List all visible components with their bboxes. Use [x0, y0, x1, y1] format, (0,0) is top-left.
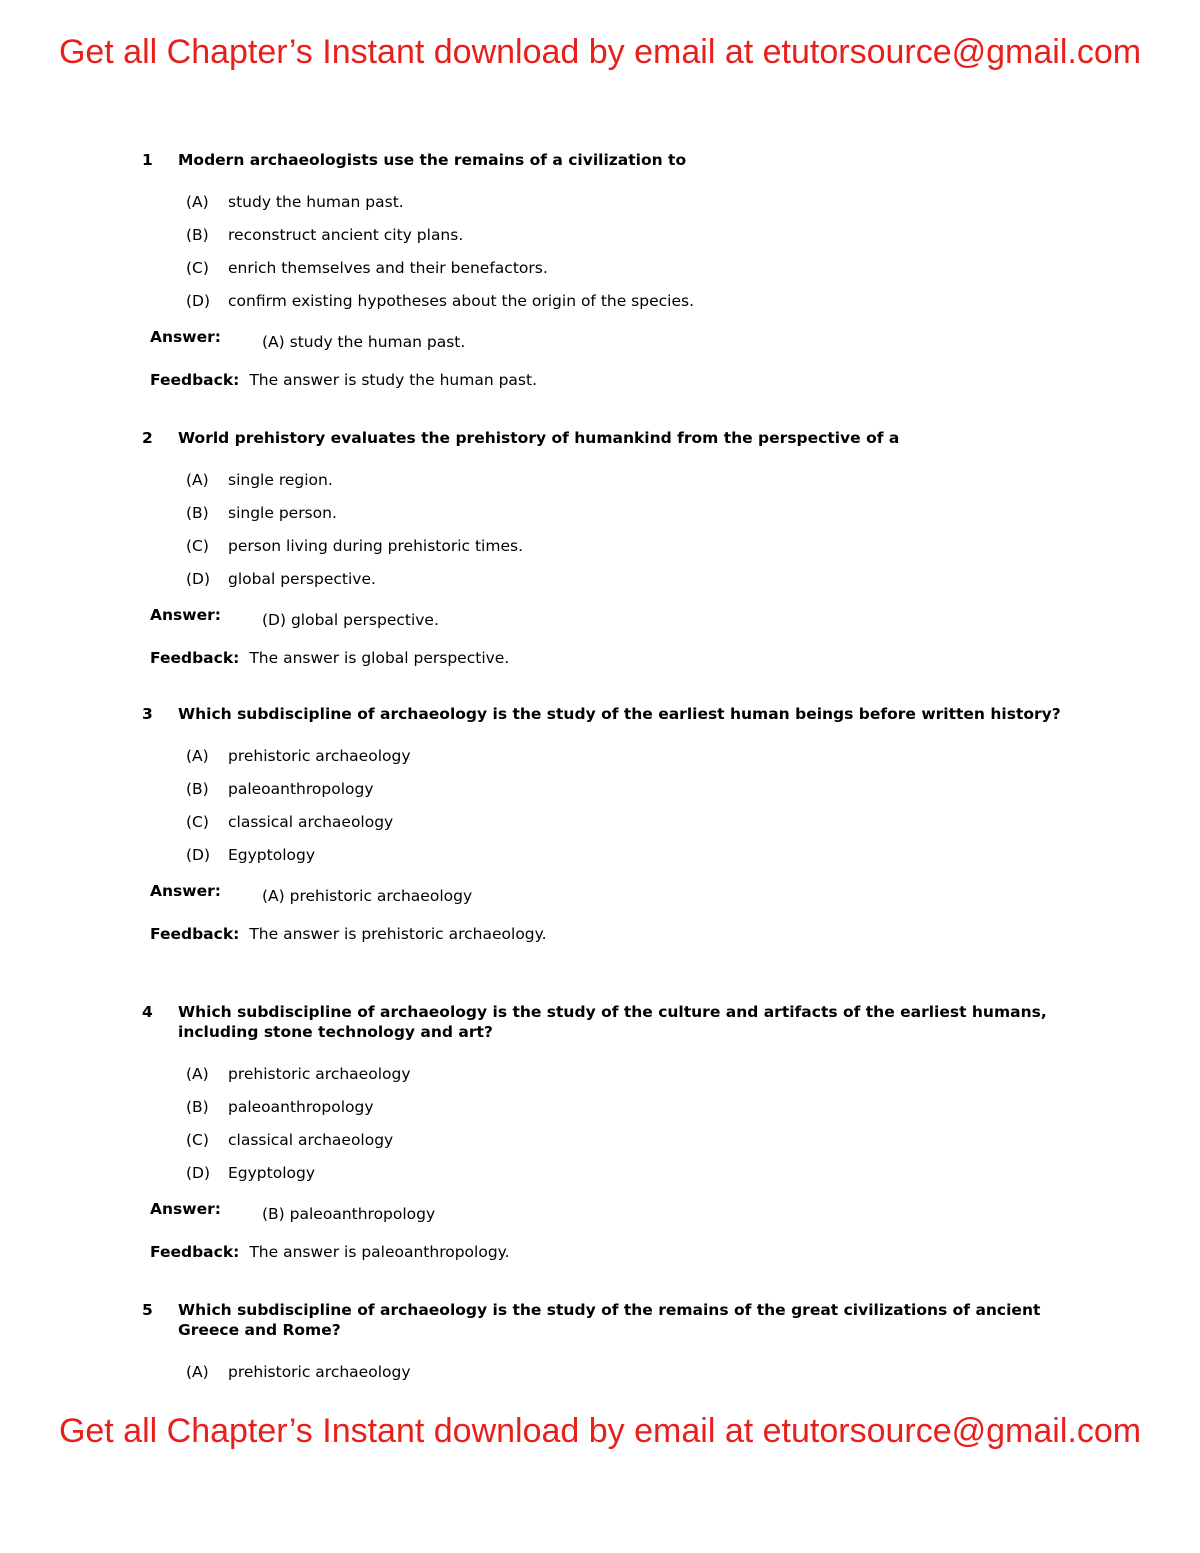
- answer-label: Answer:: [150, 328, 221, 346]
- question-header: [142, 150, 1062, 170]
- feedback-text: The answer is prehistoric archaeology.: [249, 925, 547, 943]
- option-text: reconstruct ancient city plans.: [228, 226, 464, 244]
- option-letter: (C): [186, 1131, 209, 1149]
- question-text: Which subdiscipline of archaeology is the study of the culture and artifacts of the earliest humans, including stone technology and art?: [178, 1003, 1047, 1041]
- option-letter: (A): [186, 193, 209, 211]
- option-c: [186, 258, 1062, 291]
- question-number: 4: [142, 1003, 153, 1021]
- feedback-row: [142, 370, 1062, 390]
- answer-row: [142, 882, 1062, 906]
- question-number: 5: [142, 1301, 153, 1319]
- feedback-text: The answer is global perspective.: [249, 649, 510, 667]
- option-letter: (A): [186, 1363, 209, 1381]
- answer-label: Answer:: [150, 606, 221, 624]
- option-a: [186, 1362, 1062, 1395]
- option-text: single person.: [228, 504, 337, 522]
- option-d: [186, 1163, 1062, 1196]
- question-text: Which subdiscipline of archaeology is the study of the earliest human beings before written history?: [178, 705, 1061, 723]
- answer-row: [142, 1200, 1062, 1224]
- option-b: [186, 225, 1062, 258]
- option-a: [186, 1064, 1062, 1097]
- question-number: 3: [142, 705, 153, 723]
- option-text: paleoanthropology: [228, 1098, 374, 1116]
- option-letter: (C): [186, 813, 209, 831]
- option-c: [186, 1130, 1062, 1163]
- question-1: [142, 150, 1062, 390]
- feedback-row: [142, 648, 1062, 668]
- option-b: [186, 1097, 1062, 1130]
- option-list: [142, 1362, 1062, 1395]
- question-2: [142, 428, 1062, 668]
- question-header: [142, 428, 1062, 448]
- option-text: prehistoric archaeology: [228, 1363, 411, 1381]
- option-letter: (B): [186, 780, 209, 798]
- option-letter: (D): [186, 846, 211, 864]
- feedback-row: [142, 1242, 1062, 1262]
- option-text: study the human past.: [228, 193, 404, 211]
- answer-text: (D) global perspective.: [262, 611, 439, 629]
- option-letter: (D): [186, 292, 211, 310]
- option-d: [186, 845, 1062, 878]
- option-list: [142, 192, 1062, 324]
- option-text: Egyptology: [228, 1164, 316, 1182]
- answer-text: (B) paleoanthropology: [262, 1205, 436, 1223]
- option-text: person living during prehistoric times.: [228, 537, 523, 555]
- question-number: 1: [142, 151, 153, 169]
- question-header: [142, 1002, 1062, 1042]
- question-header: [142, 1300, 1062, 1340]
- answer-text: (A) prehistoric archaeology: [262, 887, 473, 905]
- answer-label: Answer:: [150, 882, 221, 900]
- feedback-text: The answer is paleoanthropology.: [249, 1243, 510, 1261]
- option-text: prehistoric archaeology: [228, 1065, 411, 1083]
- question-header: [142, 704, 1062, 724]
- option-list: [142, 1064, 1062, 1196]
- download-banner-top: Get all Chapter’s Instant download by email at etutorsource@gmail.com: [58, 33, 1142, 71]
- feedback-label: Feedback:: [150, 925, 240, 943]
- option-letter: (B): [186, 504, 209, 522]
- option-letter: (C): [186, 259, 209, 277]
- option-text: Egyptology: [228, 846, 316, 864]
- answer-row: [142, 606, 1062, 630]
- option-c: [186, 536, 1062, 569]
- feedback-text: The answer is study the human past.: [249, 371, 538, 389]
- option-b: [186, 503, 1062, 536]
- option-c: [186, 812, 1062, 845]
- option-letter: (A): [186, 471, 209, 489]
- option-letter: (B): [186, 226, 209, 244]
- option-text: prehistoric archaeology: [228, 747, 411, 765]
- answer-text: (A) study the human past.: [262, 333, 466, 351]
- option-text: enrich themselves and their benefactors.: [228, 259, 548, 277]
- option-a: [186, 470, 1062, 503]
- option-list: [142, 746, 1062, 878]
- answer-row: [142, 328, 1062, 352]
- question-number: 2: [142, 429, 153, 447]
- option-text: classical archaeology: [228, 813, 394, 831]
- question-text: Which subdiscipline of archaeology is the study of the remains of the great civilizations of ancient Greece and Rome?: [178, 1301, 1041, 1339]
- option-a: [186, 746, 1062, 779]
- question-text: World prehistory evaluates the prehistory of humankind from the perspective of a: [178, 429, 900, 447]
- question-3: [142, 704, 1062, 944]
- option-text: confirm existing hypotheses about the origin of the species.: [228, 292, 694, 310]
- option-list: [142, 470, 1062, 602]
- feedback-row: [142, 924, 1062, 944]
- option-letter: (A): [186, 1065, 209, 1083]
- option-b: [186, 779, 1062, 812]
- option-d: [186, 291, 1062, 324]
- option-text: classical archaeology: [228, 1131, 394, 1149]
- question-text: Modern archaeologists use the remains of a civilization to: [178, 151, 687, 169]
- question-5: [142, 1300, 1062, 1395]
- option-letter: (D): [186, 1164, 211, 1182]
- option-text: single region.: [228, 471, 333, 489]
- option-text: global perspective.: [228, 570, 376, 588]
- option-a: [186, 192, 1062, 225]
- question-4: [142, 1002, 1062, 1262]
- feedback-label: Feedback:: [150, 1243, 240, 1261]
- option-text: paleoanthropology: [228, 780, 374, 798]
- option-letter: (C): [186, 537, 209, 555]
- option-letter: (D): [186, 570, 211, 588]
- feedback-label: Feedback:: [150, 371, 240, 389]
- answer-label: Answer:: [150, 1200, 221, 1218]
- download-banner-bottom: Get all Chapter’s Instant download by email at etutorsource@gmail.com: [58, 1412, 1142, 1450]
- option-letter: (A): [186, 747, 209, 765]
- option-letter: (B): [186, 1098, 209, 1116]
- option-d: [186, 569, 1062, 602]
- feedback-label: Feedback:: [150, 649, 240, 667]
